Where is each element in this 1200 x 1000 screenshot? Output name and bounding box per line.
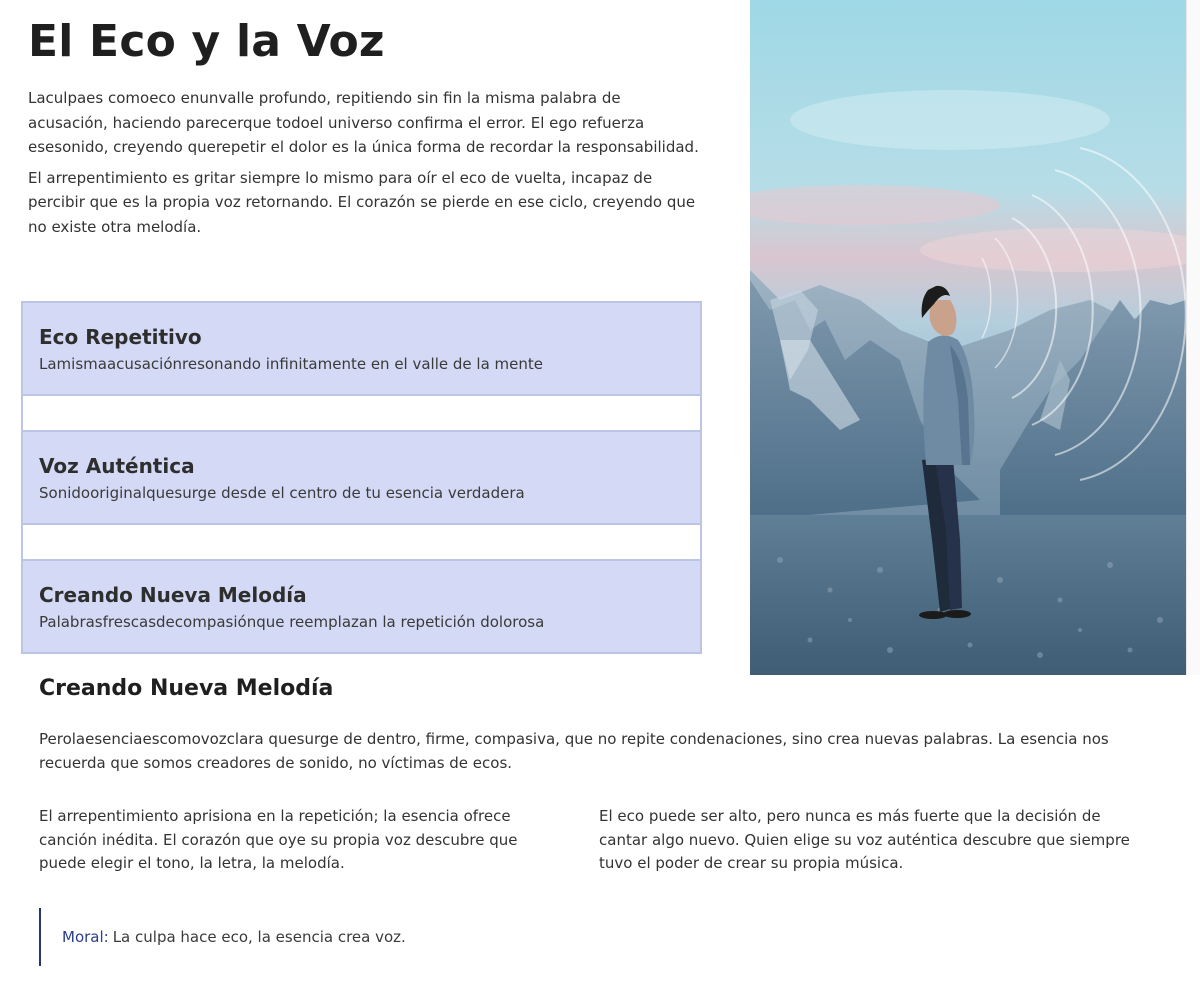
card-title: Creando Nueva Melodía — [39, 583, 307, 607]
column-right-text: El eco puede ser alto, pero nunca es más fuerte que la decisión de cantar algo nuevo. Quien elige su voz auténtica descubre que siempre tuvo el poder de crear su propia música. — [599, 807, 1130, 872]
card-title: Eco Repetitivo — [39, 325, 202, 349]
column-left-text: El arrepentimiento aprisiona en la repetición; la esencia ofrece canción inédita. El corazón que oye su propia voz descubre que puede elegir el tono, la letra, la melodía. — [39, 807, 518, 872]
card-description: Palabrasfrescasdecompasiónque reemplazan la repetición dolorosa — [39, 613, 545, 631]
card-spacer — [21, 396, 702, 430]
section-body: Perolaesenciaescomovozclara quesurge de dentro, firme, compasiva, que no repite condenaciones, sino crea nuevas palabras. La esencia nos recuerda que somos creadores de sonido, no víctimas de ecos. — [39, 730, 1109, 772]
card-title: Voz Auténtica — [39, 454, 195, 478]
card-nueva-melodia — [21, 559, 702, 654]
moral-quote — [39, 908, 406, 966]
card-description: Sonidooriginalquesurge desde el centro de tu esencia verdadera — [39, 484, 525, 502]
card-voz-autentica — [21, 430, 702, 525]
card-description: Lamismaacusaciónresonando infinitamente en el valle de la mente — [39, 355, 543, 373]
card-eco-repetitivo — [21, 301, 702, 396]
intro-paragraph-2: El arrepentimiento es gritar siempre lo mismo para oír el eco de vuelta, incapaz de percibir que es la propia voz retornando. El corazón se pierde en ese ciclo, creyendo que no existe otra melodía. — [28, 168, 696, 236]
page-title: El Eco y la Voz — [28, 16, 385, 67]
section-title: Creando Nueva Melodía — [39, 676, 334, 701]
photo-frame-edge — [1186, 0, 1200, 675]
intro-paragraph-1: Laculpaes comoeco enunvalle profundo, repitiendo sin fin la misma palabra de acusación, haciendo parecerque todoel universo confirma el error. El ego refuerza esesonido, creyendo querepetir el dolor es la única forma de recordar la responsabilidad. — [28, 89, 699, 156]
moral-label: Moral: — [62, 928, 109, 946]
card-spacer — [21, 525, 702, 559]
concept-cards — [21, 301, 702, 654]
hero-photo — [750, 0, 1186, 675]
intro-text — [28, 86, 703, 245]
moral-text: La culpa hace eco, la esencia crea voz. — [112, 928, 406, 946]
